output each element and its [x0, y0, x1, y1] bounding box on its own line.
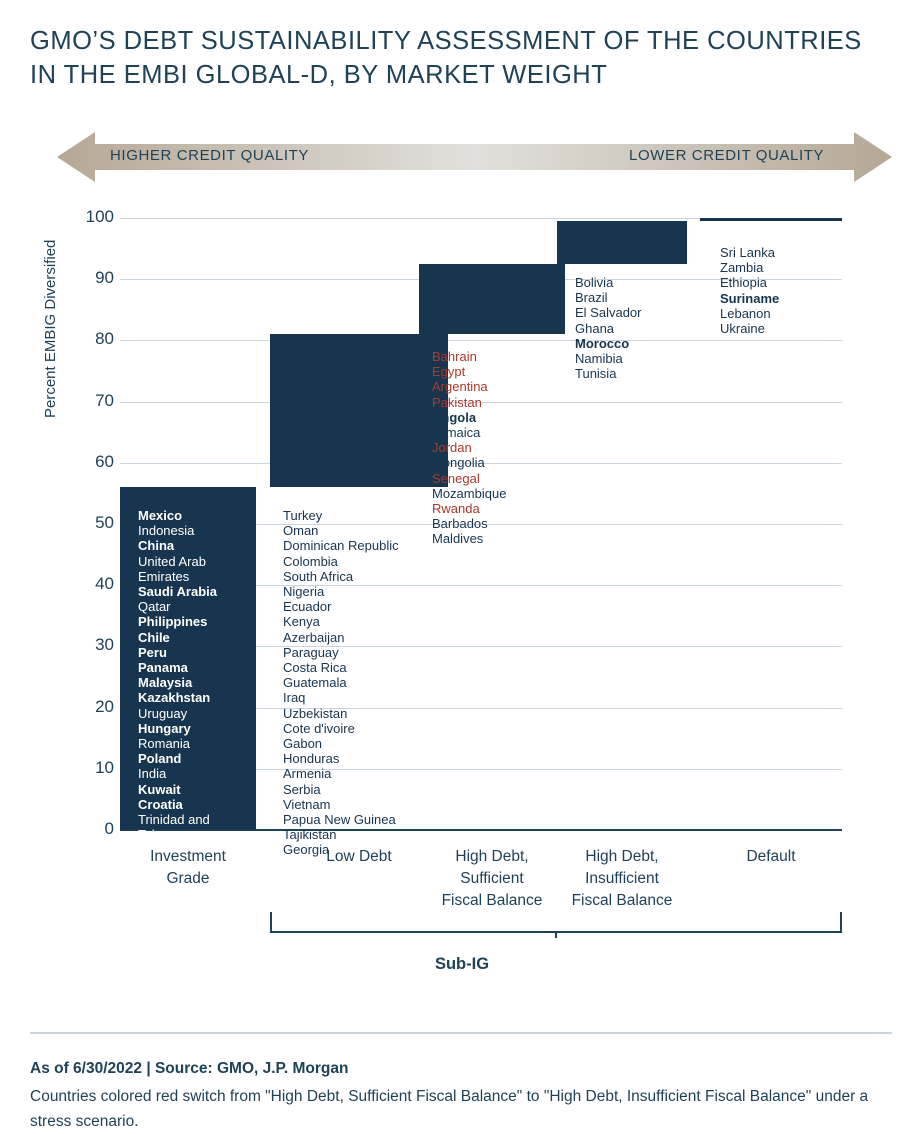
country-label: Ghana: [575, 320, 615, 336]
arrow-label-higher: HIGHER CREDIT QUALITY: [110, 147, 310, 164]
country-label: Barbados: [432, 516, 488, 532]
country-label: El Salvador: [575, 305, 642, 321]
gridline: [120, 340, 842, 341]
country-label: Lebanon: [720, 305, 771, 321]
footer-divider: [30, 1032, 892, 1034]
country-label: Jordan: [432, 440, 472, 456]
country-label: Mongolia: [432, 455, 485, 471]
category-label-line: High Debt,: [585, 848, 659, 865]
country-label: Ecuador: [283, 599, 332, 615]
country-list: [283, 508, 399, 858]
country-label: Bolivia: [575, 275, 614, 290]
country-list: [432, 349, 506, 547]
country-label: Papua New Guinea: [283, 812, 396, 828]
y-axis-tick: 90: [95, 268, 114, 288]
country-label: Egypt: [432, 364, 466, 380]
category-label-line: Default: [746, 848, 796, 865]
country-label: Ethiopia: [720, 275, 767, 291]
country-label: Argentina: [432, 379, 488, 395]
category-label: [98, 846, 278, 890]
country-label: Kenya: [283, 614, 320, 630]
country-label: Serbia: [283, 781, 321, 797]
country-label: Armenia: [283, 766, 332, 782]
country-label: Hungary: [138, 720, 191, 736]
country-label: Iraq: [283, 690, 306, 706]
country-label: Suriname: [720, 290, 780, 306]
country-label: Morocco: [575, 335, 630, 351]
y-axis-tick: 30: [95, 635, 114, 655]
sub-ig-bracket: [270, 912, 843, 938]
country-label: Angola: [432, 409, 477, 425]
country-label: Saudi Arabia: [138, 584, 217, 600]
country-label: Azerbaijan: [283, 629, 345, 645]
chart-bar: [270, 334, 448, 487]
country-label: Vietnam: [283, 796, 331, 812]
chart-bar: [419, 264, 565, 334]
country-list: [575, 275, 641, 381]
country-label: Sri Lanka: [720, 245, 775, 260]
country-label: Indonesia: [138, 523, 195, 539]
sub-ig-label: Sub-IG: [434, 955, 490, 973]
country-list: [720, 245, 779, 336]
country-label: Rwanda: [432, 501, 480, 517]
country-label: Poland: [138, 751, 182, 767]
country-label: Mexico: [138, 508, 183, 523]
country-label: Paraguay: [283, 644, 339, 660]
category-label-line: Grade: [166, 870, 210, 887]
y-axis-tick: 60: [95, 451, 114, 471]
y-axis-tick: 70: [95, 390, 114, 410]
arrow-label-lower: LOWER CREDIT QUALITY: [629, 147, 825, 164]
country-label: Kazakhstan: [138, 690, 211, 706]
country-label: Qatar: [138, 599, 171, 615]
country-label: Trinidad and: [138, 812, 210, 828]
category-label-line: Investment: [150, 848, 226, 865]
footer-source: As of 6/30/2022 | Source: GMO, J.P. Morgan: [30, 1060, 349, 1077]
country-label: Maldives: [432, 531, 484, 547]
country-label: Tunisia: [575, 366, 617, 382]
country-label: Namibia: [575, 351, 623, 367]
chart-bar: [700, 218, 842, 221]
y-axis-title: Percent EMBIG Diversified: [42, 239, 59, 418]
country-label: Brazil: [575, 290, 608, 306]
country-label: Chile: [138, 629, 170, 645]
country-label: China: [138, 538, 175, 554]
category-label-line: Fiscal Balance: [441, 892, 543, 909]
category-label-line: Low Debt: [326, 848, 392, 865]
country-label: Zambia: [720, 260, 764, 276]
country-label: Tobago: [138, 827, 181, 843]
country-label: Honduras: [283, 751, 340, 767]
country-label: South Africa: [283, 568, 354, 584]
category-label-line: High Debt,: [455, 848, 529, 865]
country-label: Senegal: [432, 470, 480, 486]
y-axis-tick: 10: [95, 757, 114, 777]
y-axis-tick: 40: [95, 574, 114, 594]
country-label: Georgia: [283, 842, 330, 858]
country-label: Croatia: [138, 796, 183, 812]
country-label: Colombia: [283, 553, 338, 569]
country-label: India: [138, 766, 167, 782]
category-label: [681, 846, 861, 868]
chart-bar: [557, 221, 687, 264]
country-label: Peru: [138, 644, 167, 660]
country-label: Nigeria: [283, 584, 325, 600]
y-axis-tick: 0: [104, 819, 114, 838]
footer-note: Countries colored red switch from "High Debt, Sufficient Fiscal Balance" to "High Debt, Insufficient Fiscal Balance" under a stress scenario.: [30, 1088, 869, 1130]
country-label: Guatemala: [283, 675, 347, 691]
country-label: Malaysia: [138, 675, 193, 691]
country-label: Turkey: [283, 508, 323, 523]
category-label-line: Sufficient: [460, 870, 524, 887]
country-label: Philippines: [138, 614, 208, 630]
country-label: Oman: [283, 523, 319, 539]
country-label: Mozambique: [432, 485, 507, 501]
category-label-line: Fiscal Balance: [571, 892, 673, 909]
country-label: Bahrain: [432, 349, 477, 364]
country-label: Tajikistan: [283, 827, 337, 843]
country-label: Costa Rica: [283, 660, 347, 676]
page-title: GMO’S DEBT SUSTAINABILITY ASSESSMENT OF THE COUNTRIES IN THE EMBI GLOBAL-D, BY MARKET WEIGHT: [30, 27, 862, 89]
country-label: Gabon: [283, 736, 323, 752]
y-axis-tick: 80: [95, 329, 114, 349]
country-label: Ukraine: [720, 321, 765, 337]
country-label: United Arab: [138, 553, 206, 569]
country-label: Romania: [138, 736, 191, 752]
y-axis-tick: 100: [85, 207, 114, 226]
category-label-line: Insufficient: [585, 870, 659, 887]
country-label: Uruguay: [138, 705, 188, 721]
country-label: Emirates: [138, 568, 190, 584]
country-label: Panama: [138, 660, 188, 676]
country-label: Kuwait: [138, 781, 181, 797]
country-label: Pakistan: [432, 394, 482, 410]
country-list: [138, 508, 217, 842]
country-label: Cote d'ivoire: [283, 720, 355, 736]
country-label: Jamaica: [432, 425, 481, 441]
country-label: Dominican Republic: [283, 538, 399, 554]
y-axis-tick: 20: [95, 696, 114, 716]
y-axis-tick: 50: [95, 513, 114, 532]
country-label: Uzbekistan: [283, 705, 348, 721]
